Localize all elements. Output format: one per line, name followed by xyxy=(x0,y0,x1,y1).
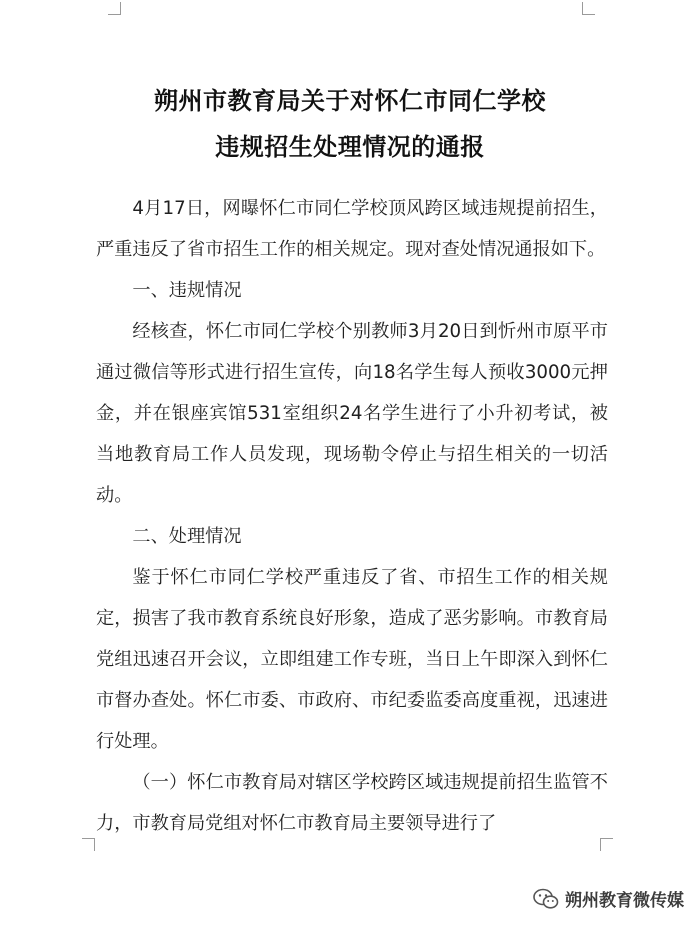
paragraph-item-1: （一）怀仁市教育局对辖区学校跨区域违规提前招生监管不力，市教育局党组对怀仁市教育局主要领导进行了 xyxy=(96,772,608,834)
crop-mark-bottom-left xyxy=(82,838,95,851)
document-body xyxy=(96,188,608,844)
section-heading-handling: 二、处理情况 xyxy=(132,526,242,547)
title-line-1: 朔州市教育局关于对怀仁市同仁学校 xyxy=(154,87,546,115)
watermark xyxy=(533,886,684,911)
paragraph-intro: 4月17日，网曝怀仁市同仁学校顶风跨区域违规提前招生，严重违反了省市招生工作的相关规定。现对查处情况通报如下。 xyxy=(96,198,608,260)
crop-mark-top-right xyxy=(582,2,595,15)
paragraph-violations: 经核查，怀仁市同仁学校个别教师3月20日到忻州市原平市通过微信等形式进行招生宣传，向18名学生每人预收3000元押金，并在银座宾馆531室组织24名学生进行了小升初考试，被当地教育局工作人员发现，现场勒令停止与招生相关的一切活动。 xyxy=(96,321,608,506)
title-line-2: 违规招生处理情况的通报 xyxy=(215,133,485,161)
paragraph-handling: 鉴于怀仁市同仁学校严重违反了省、市招生工作的相关规定，损害了我市教育系统良好形象，造成了恶劣影响。市教育局党组迅速召开会议，立即组建工作专班，当日上午即深入到怀仁市督办查处。怀仁市委、市政府、市纪委监委高度重视，迅速进行处理。 xyxy=(96,567,608,752)
crop-mark-top-left xyxy=(108,2,121,15)
section-heading-violations: 一、违规情况 xyxy=(132,280,242,301)
account-name: 朔州教育微传媒 xyxy=(565,891,684,911)
wechat-icon xyxy=(533,888,559,910)
document-title xyxy=(0,78,700,170)
